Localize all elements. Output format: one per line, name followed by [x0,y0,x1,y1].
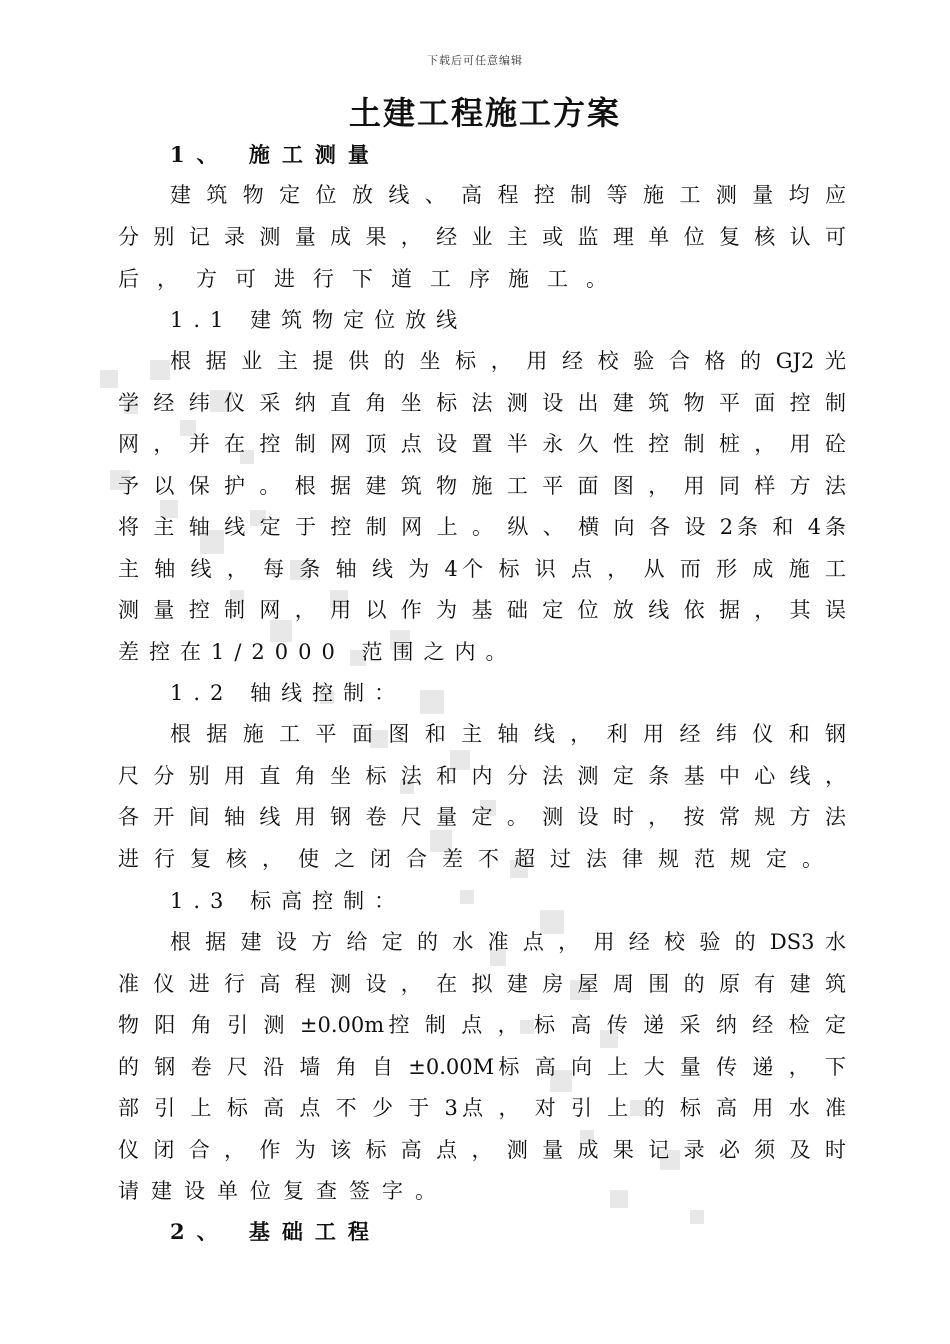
paragraph-line: 建 筑 物 定 位 放 线 、 高 程 控 制 等 施 工 测 量 均 应 [170,183,846,207]
paragraph-line: 的 钢 卷 尺 沿 墙 角 自 ±0.00M标 高 向 上 大 量 传 递 ， 下 [118,1055,846,1079]
paragraph-line: 准 仪 进 行 高 程 测 设 ， 在 拟 建 房 屋 周 围 的 原 有 建 筑 [118,972,846,996]
paragraph-line: 将 主 轴 线 定 于 控 制 网 上 。 纵 、 横 向 各 设 2条 和 4条 [118,515,846,539]
section-heading: 1、 施工测量 [170,142,381,167]
paragraph-line: 后，方可进行下道工序施工。 [118,267,625,291]
subsection-heading: 1.2 轴线控制： [170,681,406,705]
paragraph-line: 尺 分 别 用 直 角 坐 标 法 和 内 分 法 测 定 条 基 中 心 线 ， [118,764,846,788]
section-heading: 2、 基础工程 [170,1219,381,1244]
paragraph-line: 网 ， 并 在 控 制 网 顶 点 设 置 半 永 久 性 控 制 桩 ， 用 砼 [118,432,846,456]
paragraph-line: 主 轴 线 ， 每 条 轴 线 为 4个 标 识 点 ， 从 而 形 成 施 工 [118,557,846,581]
subsection-heading: 1.1 建筑物定位放线 [170,308,468,332]
paragraph-line: 物 阳 角 引 测 ±0.00m控 制 点 ， 标 高 传 递 采 纳 经 检 定 [118,1013,846,1037]
paragraph-line: 予 以 保 护 。 根 据 建 筑 物 施 工 平 面 图 ， 用 同 样 方 法 [118,474,846,498]
document-title: 土建工程施工方案 [348,94,621,132]
paragraph-line: 测 量 控 制 网 ， 用 以 作 为 基 础 定 位 放 线 依 据 ， 其 误 [118,598,846,622]
paragraph-line: 请建设单位复查签字。 [118,1179,448,1203]
paragraph-line: 差控在1/2000 范围之内。 [118,640,517,664]
paragraph-line: 根 据 业 主 提 供 的 坐 标 ， 用 经 校 验 合 格 的 GJ2 光 [170,349,846,373]
paragraph-line: 学 经 纬 仪 采 纳 直 角 坐 标 法 测 设 出 建 筑 物 平 面 控 制 [118,391,846,415]
header-note: 下载后可任意编辑 [427,54,523,67]
paragraph-line: 根 据 施 工 平 面 图 和 主 轴 线 ， 利 用 经 纬 仪 和 钢 [170,722,846,746]
subsection-heading: 1.3 标高控制： [170,889,406,913]
paragraph-line: 部 引 上 标 高 点 不 少 于 3点 ， 对 引 上 的 标 高 用 水 准 [118,1096,846,1120]
paragraph-line: 各 开 间 轴 线 用 钢 卷 尺 量 定 。 测 设 时 ， 按 常 规 方 法 [118,805,846,829]
paragraph-line: 仪 闭 合 ， 作 为 该 标 高 点 ， 测 量 成 果 记 录 必 须 及 时 [118,1138,846,1162]
paragraph-line: 进行复核，使之闭合差不超过法律规范规定。 [118,847,838,871]
paragraph-line: 分 别 记 录 测 量 成 果 ， 经 业 主 或 监 理 单 位 复 核 认 可 [118,225,846,249]
paragraph-line: 根 据 建 设 方 给 定 的 水 准 点 ， 用 经 校 验 的 DS3 水 [170,930,846,954]
